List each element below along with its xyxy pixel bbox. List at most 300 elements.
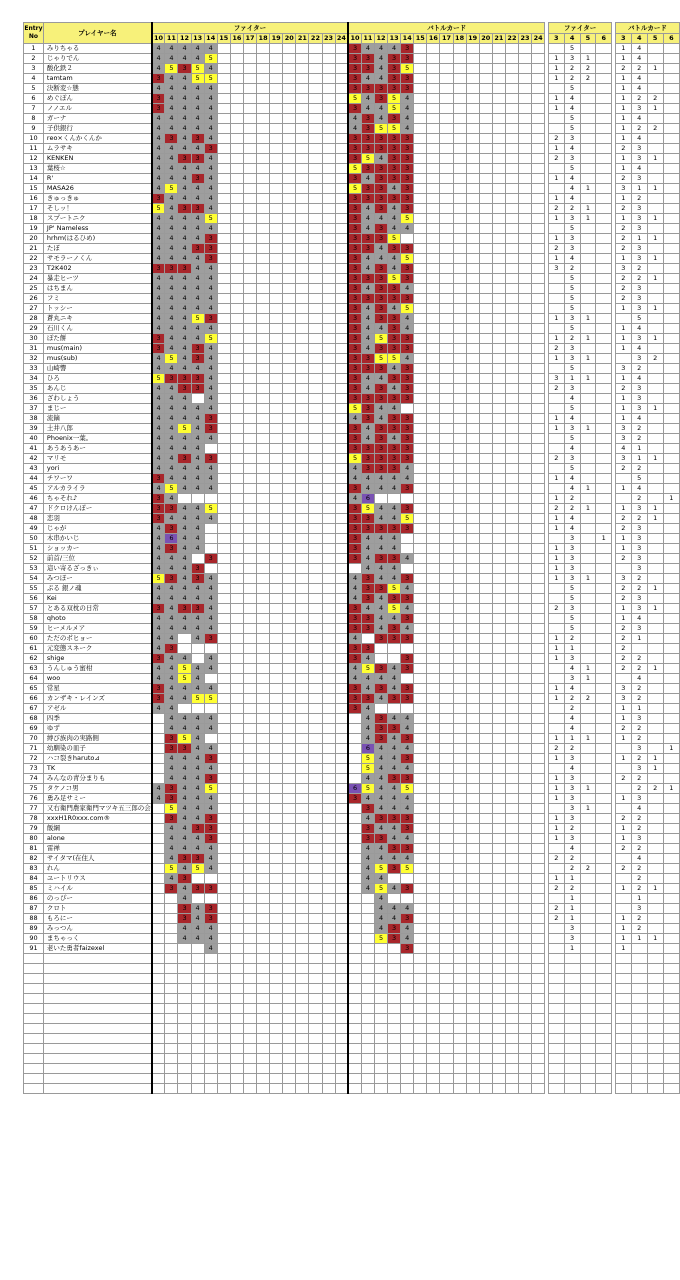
battlecard-result-cell bbox=[505, 154, 518, 164]
empty-cell bbox=[615, 1064, 631, 1074]
empty-cell bbox=[388, 1054, 401, 1064]
empty-cell bbox=[479, 1064, 492, 1074]
battlecard-result-cell bbox=[453, 294, 466, 304]
battlecard-result-cell bbox=[388, 874, 401, 884]
entry-number: 48 bbox=[24, 514, 44, 524]
empty-cell bbox=[217, 1054, 230, 1064]
battlecard-result-cell bbox=[466, 694, 479, 704]
fighter-summary-count bbox=[596, 764, 612, 774]
battlecard-result-cell bbox=[492, 324, 505, 334]
fighter-result-cell: 3 bbox=[204, 454, 217, 464]
battlecard-summary-count bbox=[647, 284, 663, 294]
battlecard-result-cell bbox=[492, 444, 505, 454]
battlecard-result-cell bbox=[532, 494, 545, 504]
fighter-summary-count: 4 bbox=[564, 664, 580, 674]
fighter-result-cell: 3 bbox=[165, 734, 178, 744]
battlecard-result-cell bbox=[453, 284, 466, 294]
fighter-result-cell: 4 bbox=[178, 694, 191, 704]
empty-cell bbox=[466, 1034, 479, 1044]
fighter-result-cell bbox=[322, 404, 335, 414]
fighter-summary-count bbox=[548, 324, 564, 334]
player-row bbox=[24, 554, 680, 564]
fighter-result-cell bbox=[191, 894, 204, 904]
fighter-result-cell: 4 bbox=[152, 594, 165, 604]
fighter-result-cell bbox=[243, 354, 256, 364]
fighter-day-header: 10 bbox=[152, 34, 165, 44]
fighter-result-cell: 4 bbox=[191, 734, 204, 744]
fighter-result-cell: 4 bbox=[178, 724, 191, 734]
fighter-result-cell: 4 bbox=[178, 174, 191, 184]
fighter-result-cell: 4 bbox=[152, 84, 165, 94]
fighter-result-cell bbox=[230, 814, 243, 824]
player-row bbox=[24, 804, 680, 814]
fighter-result-cell bbox=[243, 324, 256, 334]
empty-cell bbox=[548, 1034, 564, 1044]
fighter-result-cell bbox=[217, 194, 230, 204]
player-name: MASA26 bbox=[43, 184, 151, 194]
battlecard-result-cell bbox=[532, 84, 545, 94]
battlecard-result-cell bbox=[440, 134, 453, 144]
empty-cell bbox=[43, 984, 151, 994]
battlecard-result-cell bbox=[453, 764, 466, 774]
battlecard-result-cell bbox=[414, 234, 427, 244]
fighter-result-cell: 4 bbox=[191, 754, 204, 764]
fighter-summary-count bbox=[596, 444, 612, 454]
battlecard-summary-count: 1 bbox=[615, 154, 631, 164]
battlecard-result-cell bbox=[519, 424, 532, 434]
fighter-summary-count: 1 bbox=[580, 804, 596, 814]
fighter-summary-count: 3 bbox=[564, 804, 580, 814]
fighter-result-cell: 4 bbox=[152, 434, 165, 444]
battlecard-summary-count bbox=[663, 944, 679, 954]
fighter-result-cell: 4 bbox=[191, 94, 204, 104]
empty-cell bbox=[43, 1014, 151, 1024]
battlecard-summary-count: 1 bbox=[615, 754, 631, 764]
battlecard-result-cell bbox=[440, 634, 453, 644]
battlecard-result-cell: 4 bbox=[401, 834, 414, 844]
fighter-result-cell bbox=[335, 274, 348, 284]
fighter-result-cell bbox=[243, 344, 256, 354]
battlecard-summary-count bbox=[631, 944, 647, 954]
player-name: ぽた餅 bbox=[43, 334, 151, 344]
battlecard-result-cell: 3 bbox=[388, 174, 401, 184]
fighter-result-cell bbox=[270, 914, 283, 924]
fighter-result-cell bbox=[309, 684, 322, 694]
fighter-result-cell: 4 bbox=[191, 674, 204, 684]
battlecard-result-cell bbox=[532, 904, 545, 914]
battlecard-result-cell bbox=[519, 404, 532, 414]
battlecard-result-cell bbox=[532, 664, 545, 674]
battlecard-result-cell: 3 bbox=[361, 694, 374, 704]
player-row bbox=[24, 604, 680, 614]
battlecard-result-cell: 3 bbox=[348, 374, 361, 384]
fighter-result-cell bbox=[217, 414, 230, 424]
battlecard-summary-count bbox=[647, 524, 663, 534]
empty-cell bbox=[335, 964, 348, 974]
fighter-summary-count bbox=[548, 714, 564, 724]
empty-cell bbox=[217, 1024, 230, 1034]
battlecard-result-cell: 3 bbox=[388, 554, 401, 564]
player-name: みりちゃる bbox=[43, 44, 151, 54]
fighter-result-cell bbox=[217, 744, 230, 754]
fighter-result-cell bbox=[243, 684, 256, 694]
battlecard-result-cell bbox=[505, 534, 518, 544]
battlecard-result-cell bbox=[348, 944, 361, 954]
battlecard-result-cell bbox=[519, 504, 532, 514]
empty-cell bbox=[548, 1084, 564, 1094]
battlecard-result-cell bbox=[440, 804, 453, 814]
player-name: マリモ bbox=[43, 454, 151, 464]
battlecard-result-cell: 3 bbox=[388, 334, 401, 344]
fighter-result-cell bbox=[322, 584, 335, 594]
fighter-summary-count bbox=[596, 794, 612, 804]
battlecard-summary-count: 3 bbox=[615, 434, 631, 444]
empty-cell bbox=[24, 1014, 44, 1024]
fighter-result-cell bbox=[283, 254, 296, 264]
empty-cell bbox=[440, 1054, 453, 1064]
empty-cell bbox=[663, 974, 679, 984]
battlecard-result-cell bbox=[466, 904, 479, 914]
battlecard-result-cell bbox=[374, 644, 387, 654]
entry-number: 28 bbox=[24, 314, 44, 324]
empty-cell bbox=[580, 1004, 596, 1014]
battlecard-result-cell bbox=[519, 364, 532, 374]
fighter-summary-count bbox=[596, 234, 612, 244]
fighter-result-cell: 3 bbox=[178, 874, 191, 884]
battlecard-result-cell bbox=[453, 664, 466, 674]
battlecard-result-cell bbox=[519, 134, 532, 144]
battlecard-result-cell bbox=[427, 434, 440, 444]
fighter-summary-count: 2 bbox=[564, 204, 580, 214]
fighter-result-cell bbox=[257, 444, 270, 454]
fighter-result-cell: 5 bbox=[165, 64, 178, 74]
fighter-result-cell bbox=[152, 894, 165, 904]
empty-row bbox=[24, 994, 680, 1004]
fighter-result-cell bbox=[270, 814, 283, 824]
fighter-result-cell: 3 bbox=[152, 344, 165, 354]
battlecard-result-cell bbox=[505, 484, 518, 494]
fighter-result-cell bbox=[309, 794, 322, 804]
empty-row bbox=[24, 1024, 680, 1034]
fighter-result-cell bbox=[270, 354, 283, 364]
fighter-result-cell bbox=[335, 784, 348, 794]
battlecard-result-cell bbox=[479, 784, 492, 794]
battlecard-result-cell bbox=[440, 414, 453, 424]
empty-cell bbox=[479, 964, 492, 974]
battlecard-result-cell bbox=[505, 434, 518, 444]
empty-cell bbox=[440, 1004, 453, 1014]
fighter-result-cell bbox=[283, 164, 296, 174]
fighter-result-cell: 4 bbox=[204, 574, 217, 584]
battlecard-summary-count bbox=[663, 914, 679, 924]
fighter-summary-count bbox=[596, 874, 612, 884]
fighter-result-cell bbox=[335, 804, 348, 814]
battlecard-summary-count: 4 bbox=[631, 54, 647, 64]
fighter-result-cell bbox=[296, 754, 309, 764]
fighter-result-cell bbox=[335, 134, 348, 144]
fighter-result-cell bbox=[309, 254, 322, 264]
battlecard-summary-header: バトルカード bbox=[615, 23, 679, 34]
empty-cell bbox=[374, 964, 387, 974]
fighter-result-cell bbox=[243, 924, 256, 934]
empty-cell bbox=[647, 1064, 663, 1074]
battlecard-result-cell: 4 bbox=[388, 714, 401, 724]
battlecard-result-cell: 4 bbox=[361, 854, 374, 864]
fighter-result-cell bbox=[257, 184, 270, 194]
fighter-summary-count bbox=[596, 914, 612, 924]
fighter-result-cell bbox=[335, 694, 348, 704]
fighter-result-cell bbox=[309, 674, 322, 684]
battlecard-result-cell bbox=[453, 784, 466, 794]
battlecard-result-cell bbox=[479, 204, 492, 214]
battlecard-result-cell bbox=[532, 214, 545, 224]
battlecard-result-cell bbox=[532, 384, 545, 394]
fighter-result-cell bbox=[283, 204, 296, 214]
empty-cell bbox=[152, 1054, 165, 1064]
battlecard-result-cell bbox=[492, 624, 505, 634]
fighter-summary-count bbox=[548, 704, 564, 714]
fighter-result-cell: 4 bbox=[165, 364, 178, 374]
fighter-result-cell bbox=[283, 774, 296, 784]
battlecard-summary-count: 5 bbox=[631, 314, 647, 324]
fighter-result-cell bbox=[322, 574, 335, 584]
battlecard-result-cell bbox=[532, 514, 545, 524]
fighter-result-cell bbox=[217, 264, 230, 274]
empty-cell bbox=[309, 1064, 322, 1074]
fighter-summary-count bbox=[580, 854, 596, 864]
fighter-summary-count bbox=[596, 244, 612, 254]
fighter-result-cell bbox=[152, 804, 165, 814]
battlecard-result-cell: 3 bbox=[388, 54, 401, 64]
empty-cell bbox=[24, 1054, 44, 1064]
fighter-result-cell bbox=[243, 444, 256, 454]
battlecard-result-cell bbox=[427, 484, 440, 494]
fighter-result-cell: 4 bbox=[178, 824, 191, 834]
fighter-result-cell bbox=[296, 164, 309, 174]
battlecard-result-cell bbox=[440, 124, 453, 134]
fighter-result-cell bbox=[322, 374, 335, 384]
battlecard-summary-count: 4 bbox=[631, 854, 647, 864]
fighter-result-cell: 4 bbox=[191, 434, 204, 444]
empty-cell bbox=[165, 1014, 178, 1024]
fighter-result-cell bbox=[165, 894, 178, 904]
fighter-result-cell bbox=[243, 134, 256, 144]
battlecard-result-cell: 3 bbox=[388, 814, 401, 824]
battlecard-result-cell bbox=[519, 74, 532, 84]
battlecard-summary-count: 1 bbox=[615, 344, 631, 354]
battlecard-result-cell: 3 bbox=[361, 64, 374, 74]
battlecard-result-cell bbox=[519, 154, 532, 164]
player-name: チワーワ bbox=[43, 474, 151, 484]
battlecard-result-cell: 4 bbox=[361, 734, 374, 744]
fighter-result-cell bbox=[322, 214, 335, 224]
fighter-result-cell bbox=[243, 414, 256, 424]
empty-cell bbox=[466, 1024, 479, 1034]
player-row bbox=[24, 464, 680, 474]
fighter-result-cell bbox=[257, 734, 270, 744]
fighter-result-cell bbox=[152, 914, 165, 924]
fighter-result-cell bbox=[296, 764, 309, 774]
battlecard-result-cell bbox=[532, 654, 545, 664]
battlecard-result-cell bbox=[427, 114, 440, 124]
battlecard-result-cell: 5 bbox=[361, 504, 374, 514]
fighter-result-cell bbox=[335, 684, 348, 694]
battlecard-result-cell bbox=[414, 464, 427, 474]
fighter-result-cell bbox=[270, 704, 283, 714]
battlecard-summary-count bbox=[663, 274, 679, 284]
battlecard-result-cell: 4 bbox=[374, 804, 387, 814]
battlecard-result-cell: 3 bbox=[348, 304, 361, 314]
battlecard-result-cell bbox=[532, 744, 545, 754]
battlecard-result-cell bbox=[414, 714, 427, 724]
fighter-result-cell bbox=[230, 574, 243, 584]
empty-cell bbox=[217, 954, 230, 964]
battlecard-result-cell bbox=[440, 404, 453, 414]
battlecard-result-cell: 4 bbox=[374, 244, 387, 254]
fighter-result-cell bbox=[335, 884, 348, 894]
battlecard-result-cell bbox=[492, 114, 505, 124]
fighter-result-cell: 4 bbox=[165, 854, 178, 864]
battlecard-result-cell bbox=[479, 234, 492, 244]
battlecard-result-cell: 3 bbox=[401, 174, 414, 184]
fighter-result-cell: 3 bbox=[204, 144, 217, 154]
battlecard-result-cell: 4 bbox=[348, 574, 361, 584]
fighter-result-cell: 4 bbox=[178, 114, 191, 124]
battlecard-result-cell bbox=[479, 834, 492, 844]
empty-cell bbox=[580, 974, 596, 984]
fighter-result-cell bbox=[257, 274, 270, 284]
battlecard-result-cell bbox=[505, 314, 518, 324]
fighter-result-cell: 4 bbox=[165, 714, 178, 724]
player-row bbox=[24, 724, 680, 734]
fighter-result-cell bbox=[296, 604, 309, 614]
player-name: ミハイル bbox=[43, 884, 151, 894]
battlecard-summary-count: 1 bbox=[615, 504, 631, 514]
battlecard-summary-count: 1 bbox=[615, 404, 631, 414]
fighter-summary-count bbox=[596, 674, 612, 684]
battlecard-result-cell bbox=[414, 324, 427, 334]
fighter-result-cell bbox=[217, 434, 230, 444]
battlecard-result-cell bbox=[401, 894, 414, 904]
fighter-result-cell bbox=[230, 304, 243, 314]
fighter-result-cell: 3 bbox=[178, 264, 191, 274]
battlecard-result-cell bbox=[505, 464, 518, 474]
battlecard-summary-count bbox=[647, 324, 663, 334]
empty-cell bbox=[178, 984, 191, 994]
fighter-result-cell bbox=[243, 834, 256, 844]
fighter-result-cell: 4 bbox=[191, 634, 204, 644]
battlecard-result-cell bbox=[505, 384, 518, 394]
battlecard-result-cell bbox=[466, 124, 479, 134]
fighter-result-cell bbox=[230, 484, 243, 494]
fighter-result-cell: 4 bbox=[204, 354, 217, 364]
empty-cell bbox=[505, 1054, 518, 1064]
fighter-result-cell bbox=[217, 894, 230, 904]
entry-number: 72 bbox=[24, 754, 44, 764]
battlecard-result-cell bbox=[466, 364, 479, 374]
battlecard-result-cell bbox=[492, 854, 505, 864]
battlecard-summary-count: 1 bbox=[647, 604, 663, 614]
fighter-result-cell bbox=[243, 474, 256, 484]
fighter-result-cell bbox=[270, 134, 283, 144]
battlecard-result-cell: 3 bbox=[374, 454, 387, 464]
battlecard-result-cell bbox=[466, 234, 479, 244]
battlecard-summary-count: 3 bbox=[631, 294, 647, 304]
empty-cell bbox=[466, 954, 479, 964]
fighter-result-cell bbox=[283, 224, 296, 234]
battlecard-result-cell bbox=[453, 324, 466, 334]
fighter-summary-count: 3 bbox=[564, 924, 580, 934]
empty-cell bbox=[580, 964, 596, 974]
battlecard-result-cell bbox=[466, 624, 479, 634]
empty-cell bbox=[361, 1084, 374, 1094]
fighter-result-cell bbox=[230, 434, 243, 444]
battlecard-result-cell bbox=[492, 54, 505, 64]
battlecard-summary-count bbox=[663, 364, 679, 374]
fighter-result-cell bbox=[309, 714, 322, 724]
empty-cell bbox=[663, 1074, 679, 1084]
entry-number: 15 bbox=[24, 184, 44, 194]
battlecard-result-cell: 3 bbox=[348, 64, 361, 74]
fighter-summary-count bbox=[596, 554, 612, 564]
battlecard-result-cell bbox=[505, 284, 518, 294]
fighter-result-cell bbox=[270, 514, 283, 524]
fighter-result-cell bbox=[152, 714, 165, 724]
fighter-result-cell bbox=[217, 734, 230, 744]
battlecard-result-cell bbox=[440, 824, 453, 834]
fighter-result-cell bbox=[283, 534, 296, 544]
battlecard-result-cell bbox=[479, 754, 492, 764]
fighter-result-cell bbox=[243, 894, 256, 904]
empty-cell bbox=[374, 974, 387, 984]
battlecard-result-cell bbox=[453, 364, 466, 374]
battlecard-result-cell bbox=[414, 144, 427, 154]
fighter-summary-count: 5 bbox=[564, 304, 580, 314]
fighter-result-cell bbox=[309, 894, 322, 904]
battlecard-result-cell bbox=[492, 134, 505, 144]
battlecard-result-cell bbox=[492, 814, 505, 824]
battlecard-result-cell: 3 bbox=[374, 814, 387, 824]
fighter-result-cell bbox=[296, 674, 309, 684]
battlecard-result-cell bbox=[505, 624, 518, 634]
fighter-summary-count bbox=[580, 634, 596, 644]
battlecard-result-cell: 3 bbox=[361, 234, 374, 244]
fighter-result-cell bbox=[309, 724, 322, 734]
fighter-result-cell bbox=[270, 284, 283, 294]
battlecard-result-cell bbox=[414, 164, 427, 174]
battlecard-summary-count bbox=[663, 694, 679, 704]
battlecard-result-cell bbox=[479, 524, 492, 534]
fighter-result-cell: 4 bbox=[165, 474, 178, 484]
empty-cell bbox=[492, 1084, 505, 1094]
empty-cell bbox=[427, 994, 440, 1004]
battlecard-result-cell bbox=[427, 784, 440, 794]
fighter-result-cell bbox=[217, 454, 230, 464]
fighter-result-cell: 4 bbox=[178, 484, 191, 494]
battlecard-result-cell: 4 bbox=[374, 624, 387, 634]
fighter-summary-count bbox=[596, 434, 612, 444]
battlecard-result-cell bbox=[414, 694, 427, 704]
fighter-result-cell: 5 bbox=[204, 74, 217, 84]
fighter-result-cell bbox=[270, 84, 283, 94]
battlecard-result-cell bbox=[492, 294, 505, 304]
battlecard-result-cell: 4 bbox=[361, 424, 374, 434]
fighter-summary-count bbox=[596, 154, 612, 164]
battlecard-result-cell bbox=[427, 504, 440, 514]
battlecard-result-cell: 3 bbox=[374, 724, 387, 734]
battlecard-result-cell bbox=[453, 184, 466, 194]
fighter-result-cell bbox=[270, 554, 283, 564]
